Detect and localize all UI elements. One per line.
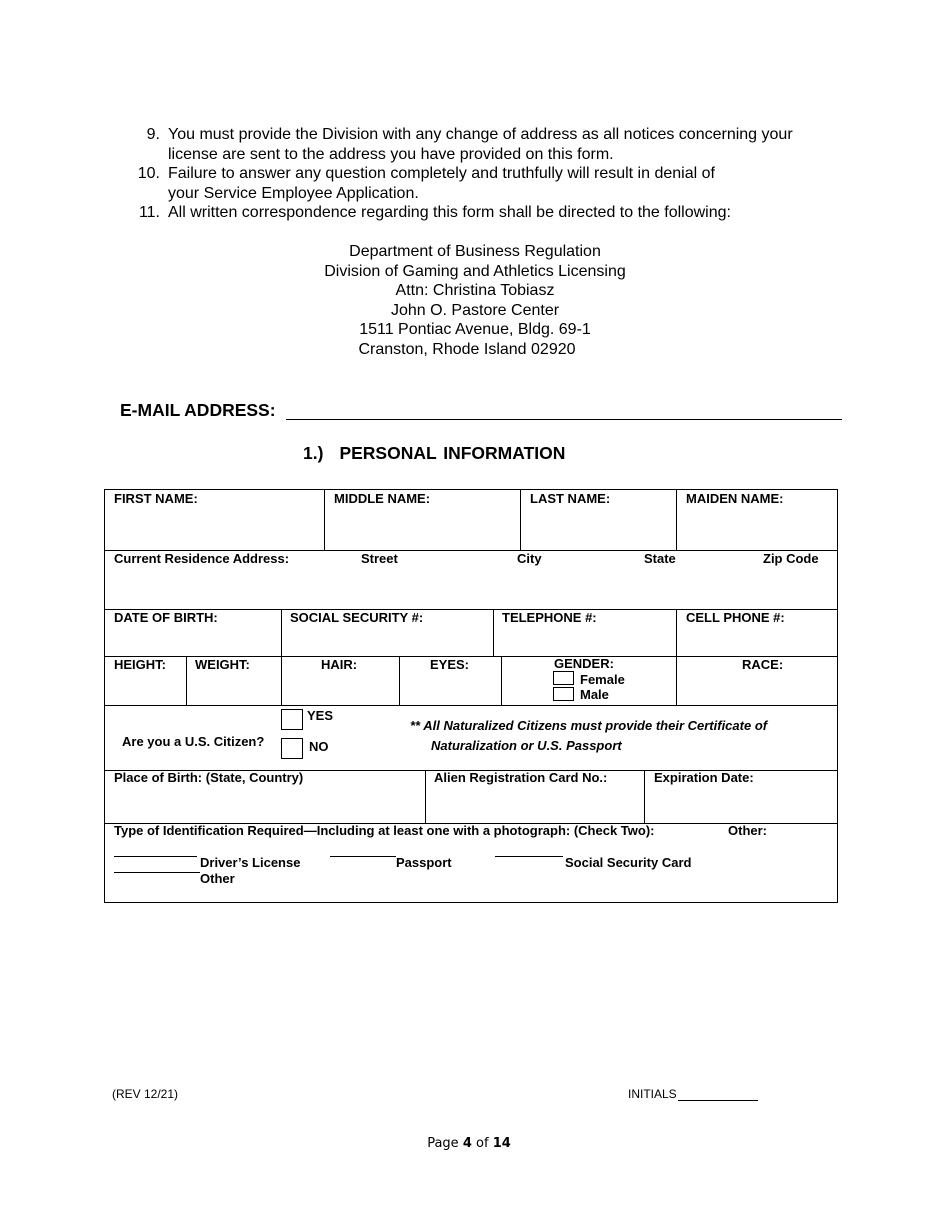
page-current: 4 [462, 1136, 472, 1151]
section-number: 1.) [303, 443, 324, 463]
instruction-text: Failure to answer any question completely and truthfully will result in denial of [168, 165, 715, 183]
social-security-card-label: Social Security Card [565, 855, 692, 870]
male-checkbox[interactable] [553, 687, 574, 701]
initials-label: INITIALS [628, 1087, 677, 1101]
male-label: Male [580, 687, 609, 702]
cell-phone-label: CELL PHONE #: [686, 610, 785, 625]
address-line: Attn: Christina Tobiasz [395, 282, 555, 300]
address-line: John O. Pastore Center [390, 301, 560, 319]
gender-label: GENDER: [554, 656, 614, 671]
other-id-bottom-label: Other [200, 871, 235, 886]
section-heading [303, 443, 565, 464]
social-security-card-blank[interactable] [495, 856, 563, 857]
citizen-question: Are you a U.S. Citizen? [122, 734, 265, 749]
alien-card-label: Alien Registration Card No.: [434, 770, 608, 785]
naturalization-note: ** All Naturalized Citizens must provide their Certificate of [410, 718, 768, 733]
state-label: State [644, 551, 676, 566]
citizen-yes-checkbox[interactable] [281, 709, 303, 730]
revision-label: (REV 12/21) [112, 1087, 179, 1101]
citizen-no-checkbox[interactable] [281, 738, 303, 759]
personal-info-form [104, 489, 838, 903]
instruction-text: All written correspondence regarding this form shall be directed to the following: [168, 204, 731, 222]
first-name-label: FIRST NAME: [114, 491, 198, 506]
weight-label: WEIGHT: [195, 657, 250, 672]
naturalization-note-cont: Naturalization or U.S. Passport [431, 738, 622, 753]
page-number [0, 1136, 938, 1151]
instruction-item-11 [130, 203, 850, 223]
address-line: Cranston, Rhode Island 02920 [358, 340, 576, 358]
female-label: Female [580, 672, 625, 687]
last-name-label: LAST NAME: [530, 491, 611, 506]
height-label: HEIGHT: [114, 657, 166, 672]
id-required-label: Type of Identification Required—Including at least one with a photograph: (Check Two): [114, 823, 655, 838]
ssn-label: SOCIAL SECURITY #: [290, 610, 424, 625]
drivers-license-label: Driver’s License [200, 855, 301, 870]
address-line: Division of Gaming and Athletics Licensing [324, 262, 626, 280]
page-of: of [476, 1136, 489, 1151]
section-title: PERSONAL INFORMATION [339, 443, 566, 463]
instruction-item-9 [130, 125, 850, 164]
race-label: RACE: [742, 657, 784, 672]
instruction-text-cont: your Service Employee Application. [168, 184, 419, 202]
email-label: E-MAIL ADDRESS: [120, 400, 276, 420]
residence-address-label: Current Residence Address: [114, 551, 290, 566]
female-checkbox[interactable] [553, 671, 574, 685]
mailing-address [280, 242, 670, 360]
initials-field[interactable] [678, 1100, 758, 1101]
date-of-birth-label: DATE OF BIRTH: [114, 610, 218, 625]
passport-blank[interactable] [330, 856, 396, 857]
maiden-name-label: MAIDEN NAME: [686, 491, 784, 506]
zip-code-label: Zip Code [763, 551, 819, 566]
instruction-number: 11. [138, 204, 160, 222]
middle-name-label: MIDDLE NAME: [334, 491, 431, 506]
city-label: City [517, 551, 542, 566]
other-id-label: Other: [728, 823, 767, 838]
eyes-label: EYES: [430, 657, 470, 672]
page-total: 14 [492, 1136, 511, 1151]
instruction-number: 9. [146, 126, 160, 143]
instructions-list [130, 125, 850, 223]
expiration-date-label: Expiration Date: [654, 770, 754, 785]
instruction-text-cont: license are sent to the address you have provided on this form. [168, 145, 614, 163]
passport-label: Passport [396, 855, 452, 870]
instruction-number: 10. [137, 165, 160, 183]
other-id-blank[interactable] [114, 872, 200, 873]
instruction-text: You must provide the Division with any change of address as all notices concerning your [168, 126, 793, 143]
address-line: 1511 Pontiac Avenue, Bldg. 69-1 [359, 321, 591, 339]
citizen-yes-label: YES [307, 708, 334, 723]
address-line: Department of Business Regulation [349, 243, 601, 260]
email-field[interactable] [286, 419, 842, 420]
place-of-birth-label: Place of Birth: (State, Country) [114, 770, 304, 785]
citizen-no-label: NO [309, 739, 329, 754]
hair-label: HAIR: [321, 657, 358, 672]
telephone-label: TELEPHONE #: [502, 610, 597, 625]
street-label: Street [361, 551, 398, 566]
page-prefix: Page [427, 1136, 459, 1151]
instruction-item-10 [130, 164, 850, 203]
drivers-license-blank[interactable] [114, 856, 197, 857]
